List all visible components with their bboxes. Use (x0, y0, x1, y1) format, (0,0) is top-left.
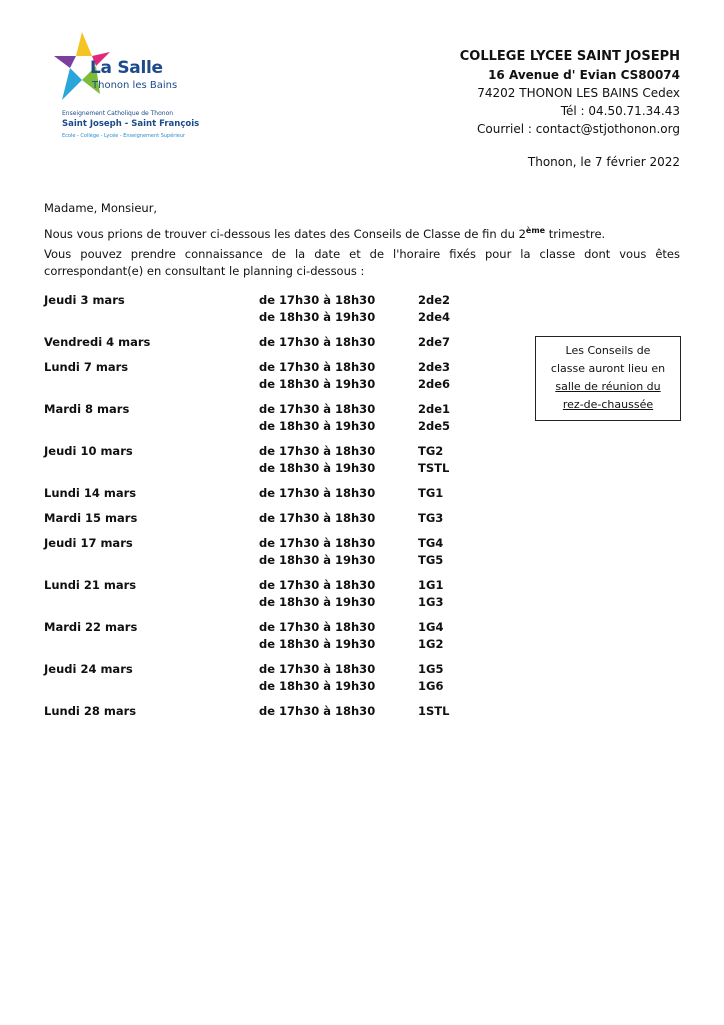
logo-levels: Ecole - Collège - Lycée - Enseignement Supérieur (62, 133, 186, 139)
schedule-group (44, 704, 504, 721)
schedule-row (44, 293, 504, 310)
schedule-class: 1G6 (418, 679, 444, 693)
salutation: Madame, Monsieur, (44, 201, 158, 215)
schedule-row (44, 704, 504, 721)
logo-schools: Saint Joseph - Saint François (62, 119, 200, 129)
schedule-day: Vendredi 4 mars (44, 335, 151, 349)
schedule-class: 2de5 (418, 419, 451, 433)
schedule-time: de 17h30 à 18h30 (259, 511, 376, 525)
schedule-row (44, 511, 504, 528)
school-logo (52, 30, 202, 146)
schedule-class: TG4 (418, 536, 444, 550)
schedule-group (44, 662, 504, 696)
schedule-class: TSTL (418, 461, 450, 475)
schedule-group (44, 360, 504, 394)
schedule-row (44, 444, 504, 461)
schedule-row (44, 402, 504, 419)
schedule-day: Jeudi 24 mars (44, 662, 133, 676)
schedule-class: 2de6 (418, 377, 451, 391)
schedule-class: 1G4 (418, 620, 444, 634)
schedule-day: Mardi 22 mars (44, 620, 138, 634)
schedule-day: Jeudi 3 mars (44, 293, 125, 307)
schedule-time: de 17h30 à 18h30 (259, 620, 376, 634)
schedule-row (44, 335, 504, 352)
schedule-time: de 18h30 à 19h30 (259, 377, 376, 391)
schedule-time: de 17h30 à 18h30 (259, 360, 376, 374)
schedule-row (44, 637, 504, 654)
schedule-class: 2de3 (418, 360, 451, 374)
schedule-row (44, 486, 504, 503)
schedule-class: 2de4 (418, 310, 451, 324)
schedule-time: de 18h30 à 19h30 (259, 679, 376, 693)
intro-superscript: ème (525, 226, 546, 235)
schedule-row (44, 360, 504, 377)
schedule-row (44, 679, 504, 696)
schedule-time: de 18h30 à 19h30 (259, 637, 376, 651)
schedule-group (44, 511, 504, 528)
schedule-time: de 17h30 à 18h30 (259, 444, 376, 458)
schedule-time: de 17h30 à 18h30 (259, 662, 376, 676)
schedule-class: 2de2 (418, 293, 451, 307)
info-location: rez-de-chaussée (562, 398, 654, 411)
schedule-group (44, 444, 504, 478)
schedule-class: TG3 (418, 511, 444, 525)
instructions-paragraph: Vous pouvez prendre connaissance de la date et de l'horaire fixés pour la classe dont vous êtes correspondant(e) en consultant le planning ci-dessous : (44, 247, 680, 278)
school-name: COLLEGE LYCEE SAINT JOSEPH (459, 49, 680, 64)
schedule-row (44, 620, 504, 637)
logo-city: Thonon les Bains (92, 80, 178, 91)
info-box (535, 336, 681, 421)
schedule-group (44, 402, 504, 436)
schedule-time: de 17h30 à 18h30 (259, 486, 376, 500)
schedule-time: de 17h30 à 18h30 (259, 293, 376, 307)
schedule-class: 1G2 (418, 637, 444, 651)
school-address-block (460, 48, 680, 138)
schedule-day: Lundi 14 mars (44, 486, 137, 500)
schedule-day: Mardi 8 mars (44, 402, 130, 416)
schedule-time: de 18h30 à 19h30 (259, 419, 376, 433)
schedule-time: de 18h30 à 19h30 (259, 595, 376, 609)
schedule-group (44, 620, 504, 654)
schedule-row (44, 662, 504, 679)
schedule-class: 1G5 (418, 662, 444, 676)
schedule-day: Lundi 7 mars (44, 360, 129, 374)
schedule-class: TG2 (418, 444, 444, 458)
schedule-group (44, 335, 504, 352)
schedule-class: 2de1 (418, 402, 451, 416)
schedule-time: de 17h30 à 18h30 (259, 402, 376, 416)
schedule-row (44, 595, 504, 612)
schedule-class: 2de7 (418, 335, 451, 349)
schedule-class: 1STL (418, 704, 450, 718)
school-city: 74202 THONON LES BAINS Cedex (477, 86, 680, 100)
schedule-group (44, 486, 504, 503)
logo-name: La Salle (90, 58, 163, 78)
schedule-group (44, 536, 504, 570)
schedule-row (44, 536, 504, 553)
info-line: classe auront lieu en (550, 362, 666, 375)
schedule-day: Lundi 28 mars (44, 704, 137, 718)
intro-text: Nous vous prions de trouver ci-dessous les dates des Conseils de Classe de fin du 2 (44, 226, 526, 241)
schedule-day: Jeudi 10 mars (44, 444, 133, 458)
schedule-list (44, 293, 504, 729)
schedule-day: Jeudi 17 mars (44, 536, 133, 550)
schedule-time: de 17h30 à 18h30 (259, 335, 376, 349)
schedule-group (44, 578, 504, 612)
schedule-time: de 18h30 à 19h30 (259, 310, 376, 324)
schedule-day: Lundi 21 mars (44, 578, 137, 592)
schedule-row (44, 578, 504, 595)
schedule-time: de 18h30 à 19h30 (259, 461, 376, 475)
schedule-row (44, 553, 504, 570)
schedule-time: de 17h30 à 18h30 (259, 578, 376, 592)
schedule-time: de 17h30 à 18h30 (259, 536, 376, 550)
schedule-class: TG5 (418, 553, 444, 567)
letter-date: Thonon, le 7 février 2022 (527, 155, 680, 169)
schedule-class: 1G3 (418, 595, 444, 609)
schedule-row (44, 419, 504, 436)
info-line: Les Conseils de (565, 344, 651, 357)
schedule-time: de 18h30 à 19h30 (259, 553, 376, 567)
schedule-class: 1G1 (418, 578, 444, 592)
schedule-row (44, 461, 504, 478)
schedule-row (44, 310, 504, 327)
school-phone: Tél : 04.50.71.34.43 (560, 104, 680, 118)
info-location: salle de réunion du (555, 380, 661, 393)
schedule-group (44, 293, 504, 327)
schedule-time: de 17h30 à 18h30 (259, 704, 376, 718)
school-email: Courriel : contact@stjothonon.org (477, 122, 680, 136)
logo-tagline: Enseignement Catholique de Thonon (62, 110, 174, 117)
school-street: 16 Avenue d' Evian CS80074 (488, 68, 680, 82)
intro-paragraph (44, 222, 680, 243)
schedule-row (44, 377, 504, 394)
intro-text-end: trimestre. (545, 226, 606, 241)
schedule-class: TG1 (418, 486, 444, 500)
schedule-day: Mardi 15 mars (44, 511, 138, 525)
